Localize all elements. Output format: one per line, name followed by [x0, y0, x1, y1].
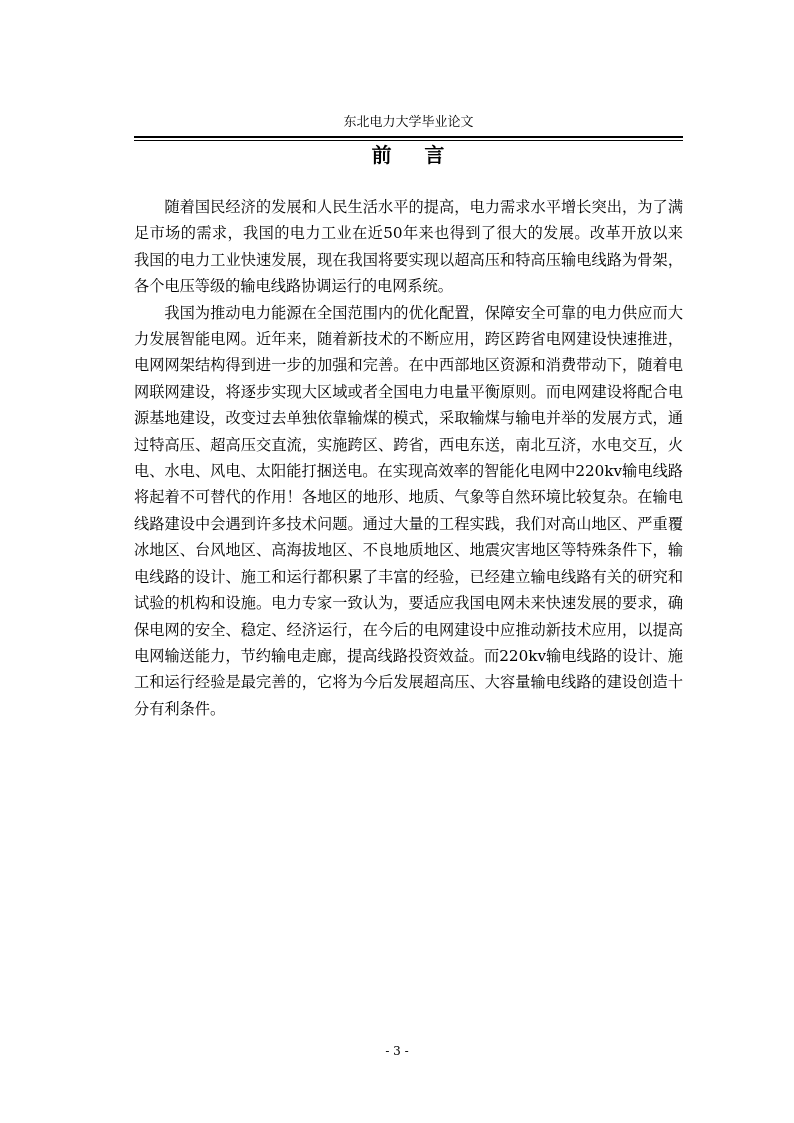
- paragraph-1: 随着国民经济的发展和人民生活水平的提高，电力需求水平增长突出，为了满足市场的需求，我国的电力工业在近50年来也得到了很大的发展。改革开放以来我国的电力工业快速发展，现在我国将要实现以超高压和特高压输电线路为骨架，各个电压等级的输电线路协调运行的电网系统。: [134, 198, 683, 296]
- section-title: 前 言: [371, 143, 446, 167]
- page-number: - 3 -: [385, 1044, 409, 1058]
- paragraph-2: 我国为推动电力能源在全国范围内的优化配置，保障安全可靠的电力供应而大力发展智能电网。近年来，随着新技术的不断应用，跨区跨省电网建设快速推进，电网网架结构得到进一步的加强和完善。在中西部地区资源和消费带动下，随着电网联网建设，将逐步实现大区域或者全国电力电量平衡原则。而电网建设将配合电源基地建设，改变过去单独依靠输煤的模式，采取输煤与输电并举的发展方式，通过特高压、超高压交直流，实施跨区、跨省，西电东送，南北互济，水电交互，火电、水电、风电、太阳能打捆送电。在实现高效率的智能化电网中220kv输电线路将起着不可替代的作用！各地区的地形、地质、气象等自然环境比较复杂。在输电线路建设中会遇到许多技术问题。通过大量的工程实践，我们对高山地区、严重覆冰地区、台风地区、高海拔地区、不良地质地区、地震灾害地区等特殊条件下，输电线路的设计、施工和运行都积累了丰富的经验，已经建立输电线路有关的研究和试验的机构和设施。电力专家一致认为，要适应我国电网未来快速发展的要求，确保电网的安全、稳定、经济运行，在今后的电网建设中应推动新技术应用，以提高电网输送能力，节约输电走廊，提高线路投资效益。而220kv输电线路的设计、施工和运行经验是最完善的，它将为今后发展超高压、大容量输电线路的建设创造十分有利条件。: [134, 303, 683, 718]
- header-title: 东北电力大学毕业论文: [343, 115, 474, 130]
- page-header: [134, 110, 683, 138]
- body-text: [134, 194, 683, 722]
